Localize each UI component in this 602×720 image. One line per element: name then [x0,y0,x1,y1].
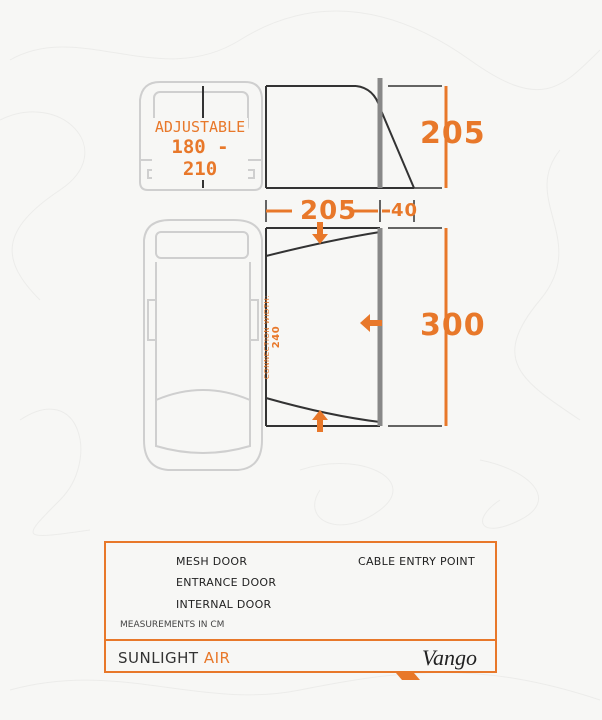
brand-name: Vango [422,645,477,670]
legend [104,541,497,673]
legend-divider [106,639,495,641]
product-name-main: SUNLIGHT [118,649,199,667]
adjustable-range: 180 - 210 [152,136,248,180]
connection-width-label [263,277,281,397]
connection-width-value: 240 [271,325,282,349]
legend-cable-entry [358,555,475,568]
product-name [118,649,230,667]
depth-value: 205 [300,196,358,226]
legend-mesh-door-label: MESH DOOR [176,555,248,568]
product-name-accent: AIR [203,649,231,667]
legend-cable-entry-label: CABLE ENTRY POINT [358,555,475,568]
brand-logo [422,645,477,671]
van-top-view [144,220,262,470]
connection-width-caption: CONNECTION WIDTH: [263,294,271,380]
legend-entrance-door-label: ENTRANCE DOOR [176,576,277,589]
measurements-note: MEASUREMENTS IN CM [120,620,225,630]
awning-floorplan [266,228,442,426]
legend-internal-door [176,598,272,611]
width-value: 300 [420,308,486,343]
legend-entrance-door [176,576,276,589]
legend-mesh-door [176,555,247,568]
height-value: 205 [420,116,486,151]
legend-internal-door-label: INTERNAL DOOR [176,598,272,611]
adjustable-title: ADJUSTABLE [152,118,248,136]
pole-offset-value: 40 [391,200,419,221]
